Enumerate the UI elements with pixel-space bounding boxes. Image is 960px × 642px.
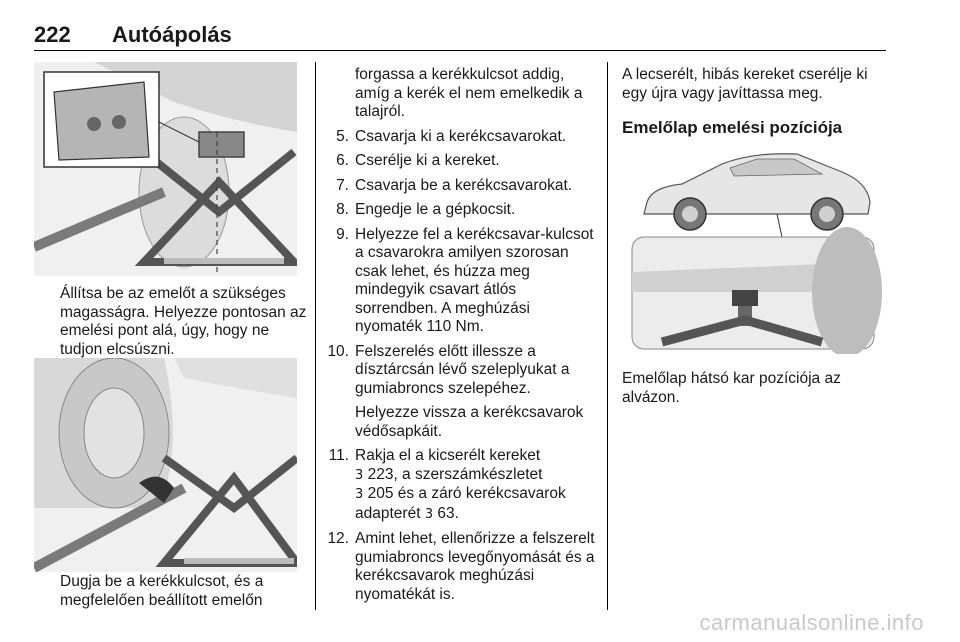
instruction-list (327, 66, 595, 610)
step-subtext: Helyezze vissza a kerékcsavarok védősapkáit. (355, 404, 584, 440)
step-text: Csavarja ki a kerékcsavarokat. (355, 127, 567, 145)
column-divider (315, 62, 316, 610)
list-item (327, 177, 595, 196)
page-reference-icon: 3 (355, 467, 364, 483)
step-text: Csavarja be a kerékcsavarokat. (355, 176, 573, 194)
step-text: Amint lehet, ellenőrizze a felszerelt gumiabroncs levegőnyomását és a kerékcsavarok meghúzási nyomatékát is. (355, 530, 595, 603)
page-reference-icon: 3 (355, 487, 364, 502)
page-reference-icon: 3 (424, 506, 434, 522)
wheel-wrench-illustration (34, 358, 297, 572)
step-number: 7. (336, 176, 349, 194)
subsection-heading: Emelőlap emelési pozíciója (622, 118, 843, 137)
step-text: Helyezze fel a kerékcsavar-kulcsot a csavarokra amilyen szorosan csak lehet, és húzza meg mindegyik csavart átlós sorrendben. A meghúzási nyomaték 110 Nm. (355, 225, 594, 335)
step-text: Engedje le a gépkocsit. (355, 201, 516, 218)
page-header (34, 22, 886, 51)
step-number: 6. (336, 152, 349, 169)
list-item (327, 530, 595, 604)
page-number: 222 (34, 22, 71, 47)
caption-jack-position: Állítsa be az emelőt a szükséges magasságra. Helyezze pontosan az emelési pont alá, úgy, hogy ne tudjon elcsúszni. (60, 285, 307, 358)
step-number: 12. (327, 530, 349, 547)
list-item (327, 447, 595, 524)
intro-text: A lecserélt, hibás kereket cserélje ki egy újra vagy javíttassa meg. (622, 66, 868, 102)
section-title: Autóápolás (112, 22, 232, 47)
step-continuation: forgassa a kerékkulcsot addig, amíg a kerék el nem emelkedik a talajról. (355, 66, 583, 120)
caption-lifting-position: Emelőlap hátsó kar pozíciója az alvázon. (622, 370, 841, 406)
page-reference-link[interactable]: 63. (433, 504, 459, 522)
list-item (327, 128, 595, 147)
list-item (327, 201, 595, 220)
list-item (327, 226, 595, 337)
column-divider (607, 62, 608, 610)
step-number: 5. (336, 127, 349, 145)
step-number: 10. (327, 342, 349, 360)
step-number: 9. (336, 225, 349, 243)
watermark: carmanualsonline.info (699, 610, 924, 635)
car-lifting-point-illustration (622, 142, 884, 354)
page-reference-link[interactable]: 223, a szerszámkészletet (363, 465, 543, 483)
step-number: 8. (336, 201, 349, 218)
page-reference-link[interactable]: 205 és a záró kerékcsavarok adapterét (355, 485, 566, 522)
step-text: Cserélje ki a kereket. (355, 152, 500, 169)
step-text: Felszerelés előtt illessze a dísztárcsán lévő szeleplyukat a gumiabroncs szelepéhez. (355, 342, 570, 397)
step-number: 11. (328, 447, 349, 464)
jack-position-illustration (34, 62, 297, 276)
step-text: Rakja el a kicserélt kereket (355, 447, 541, 464)
list-item (327, 152, 595, 171)
list-item (327, 343, 595, 442)
caption-wheel-wrench: Dugja be a kerékkulcsot, és a megfelelően beállított emelőn (60, 573, 264, 609)
